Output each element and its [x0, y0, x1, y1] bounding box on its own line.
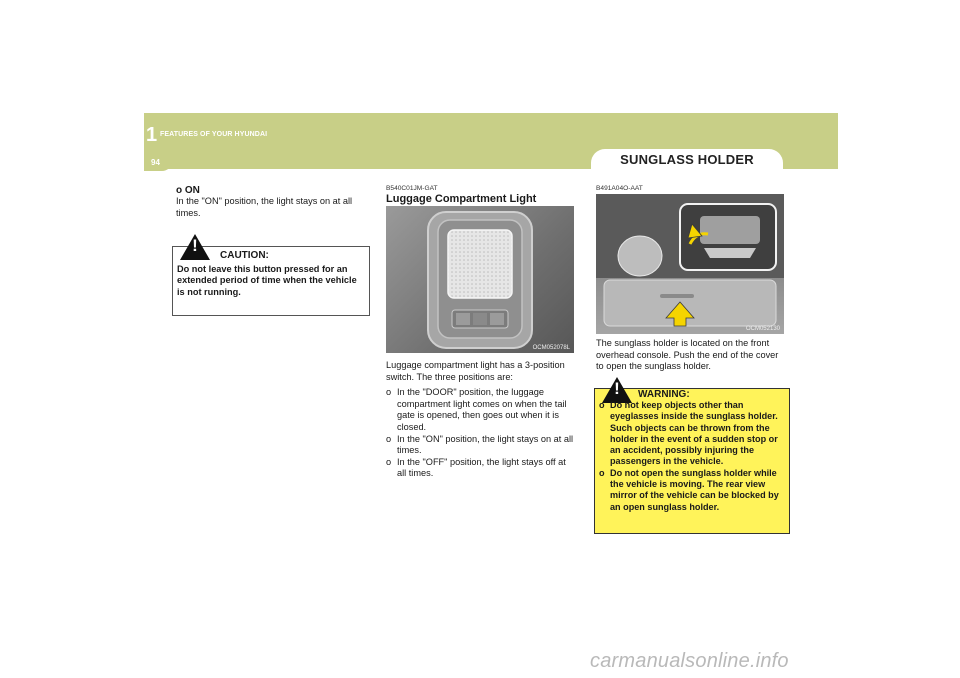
caution-text: Do not leave this button pressed for an extended period of time when the vehicle is not running. [177, 264, 357, 297]
left-column [176, 185, 370, 219]
chapter-number: 1 [146, 124, 158, 146]
warning-box: ! WARNING: o Do not keep objects other than eyeglasses inside the sunglass holder. Such objects can be thrown from the holder in the event of a sudden stop or an accident, possibly injuring the passengers in the vehicle. o Do not open the sunglass holder while the vehicle is moving. The rear view mirror of the vehicle can be blocked by an open sunglass holder. [594, 388, 790, 534]
list-item: o In the "DOOR" position, the luggage compartment light comes on when the tail gate is opened, then goes out when it is closed. [386, 387, 567, 432]
luggage-light-photo [386, 206, 574, 353]
option-heading: o ON [176, 185, 200, 196]
sunglass-holder-illustration [596, 194, 784, 334]
photo-code: OCM052130 [745, 326, 780, 332]
watermark: carmanualsonline.info [590, 650, 789, 672]
chapter-title: FEATURES OF YOUR HYUNDAI [160, 131, 268, 138]
body-text: The sunglass holder is located on the front overhead console. Push the end of the cover to open the sunglass holder. [596, 338, 779, 372]
section-code: B540C01JM-GAT [386, 185, 438, 192]
photo-code: OCM052078L [532, 345, 570, 351]
luggage-light-text [386, 360, 576, 480]
luggage-light-illustration [386, 206, 574, 353]
list-item: o In the "OFF" position, the light stays off at all times. [386, 456, 566, 479]
section-heading: Luggage Compartment Light [386, 193, 537, 205]
list-item: o Do not keep objects other than eyeglasses inside the sunglass holder. Such objects can be thrown from the holder in the event of a sudden stop or an accident, possibly injuring the passengers in the vehicle. [599, 400, 778, 467]
caution-title: CAUTION: [220, 250, 269, 261]
list-item: o Do not open the sunglass holder while the vehicle is moving. The rear view mirror of the vehicle can be blocked by an open sunglass holder. [599, 467, 779, 512]
right-column [596, 185, 790, 193]
middle-column [386, 185, 576, 208]
section-title: SUNGLASS HOLDER [620, 152, 754, 167]
section-code: B491A04O-AAT [596, 185, 643, 192]
sunglass-holder-photo [596, 194, 784, 334]
sunglass-holder-text [596, 338, 788, 373]
list-item: o In the "ON" position, the light stays on at all times. [386, 433, 574, 456]
option-text: In the "ON" position, the light stays on at all times. [176, 196, 353, 218]
warning-title: WARNING: [638, 389, 690, 400]
page-number: 94 [151, 158, 160, 167]
caution-box: ! CAUTION: Do not leave this button pressed for an extended period of time when the vehicle is not running. [172, 246, 370, 316]
intro-text: Luggage compartment light has a 3-position switch. The three positions are: [386, 360, 565, 382]
